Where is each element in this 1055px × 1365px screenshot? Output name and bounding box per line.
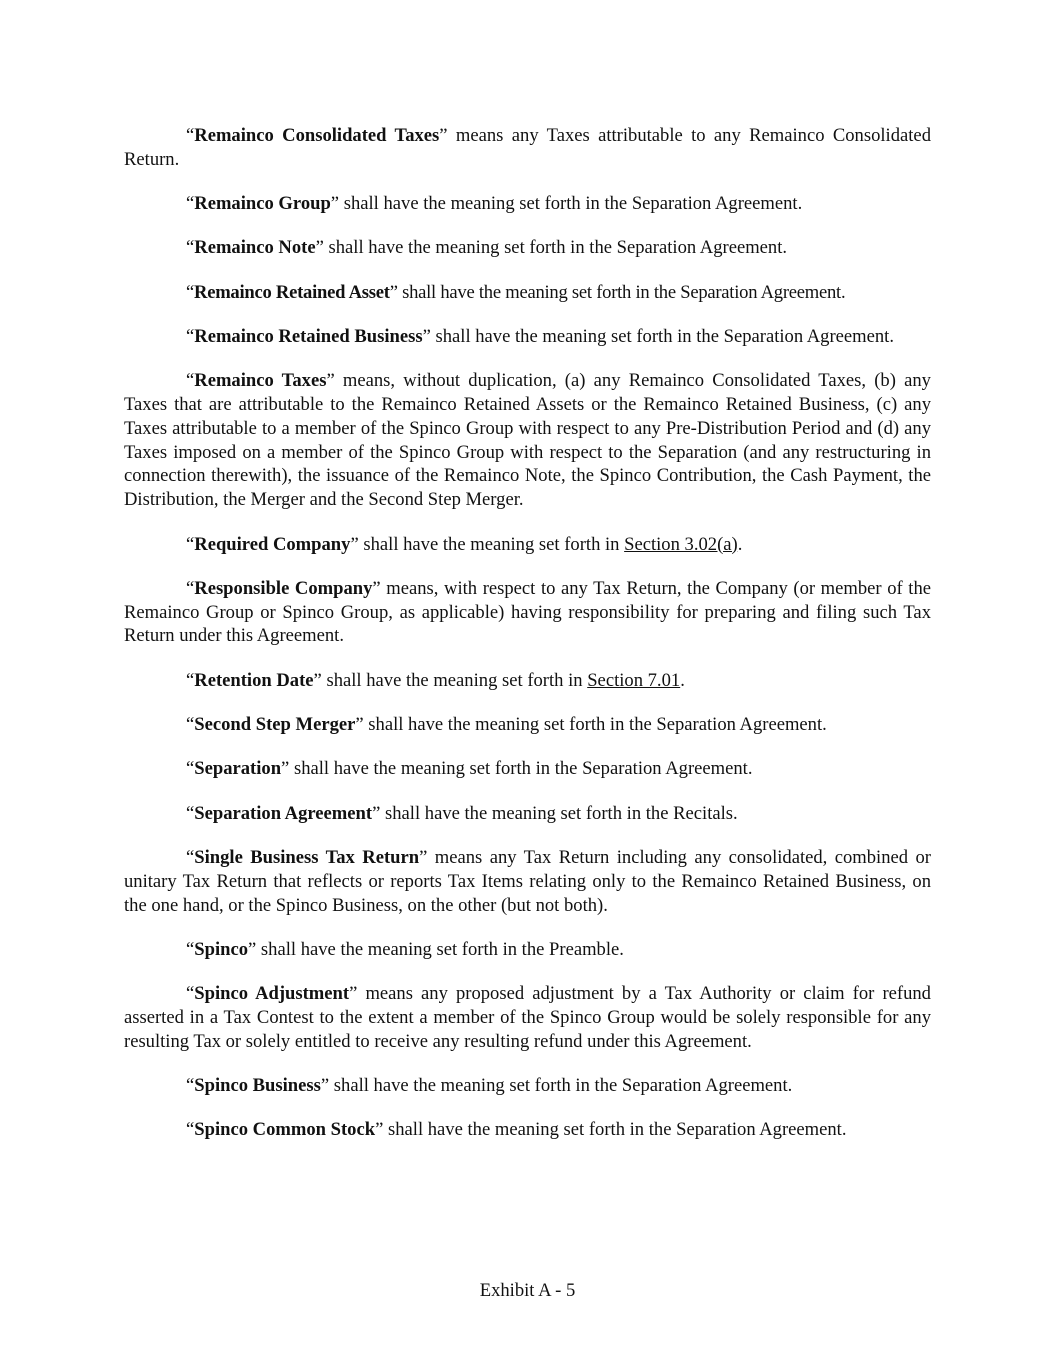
- defined-term: Retention Date: [194, 669, 314, 691]
- defined-term: Separation: [194, 758, 282, 780]
- defined-term: Spinco: [194, 938, 249, 960]
- definition-spinco: “Spinco” shall have the meaning set forth in the Preamble.: [186, 938, 624, 960]
- defined-term: Single Business Tax Return: [194, 846, 420, 868]
- definition-text: shall have the meaning set forth in the Separation Agreement.: [397, 281, 846, 303]
- definition-text: shall have the meaning set forth in the Separation Agreement.: [339, 193, 803, 215]
- defined-term: Remainco Retained Asset: [194, 281, 390, 303]
- definition-text: shall have the meaning set forth in the Separation Agreement.: [323, 237, 788, 259]
- definition-remainco-retained-asset: “Remainco Retained Asset” shall have the meaning set forth in the Separation Agreement.: [186, 281, 846, 303]
- definition-text: shall have the meaning set forth in the Separation Agreement.: [383, 1119, 847, 1141]
- definition-text: means any Taxes attributable to any Remainco Consolidated Return.: [124, 125, 931, 170]
- section-reference-link[interactable]: Section 3.02(a): [624, 533, 738, 555]
- definition-text: shall have the meaning set forth in the Recitals.: [380, 802, 738, 824]
- defined-term: Responsible Company: [194, 577, 373, 599]
- definition-second-step-merger: “Second Step Merger” shall have the meaning set forth in the Separation Agreement.: [186, 714, 827, 736]
- definition-spinco-adjustment: “Spinco Adjustment” means any proposed adjustment by a Tax Authority or claim for refund asserted in a Tax Contest to the extent a member of the Spinco Group would be solely responsible for any resulting Tax or solely entitled to receive any resulting refund under this Agreement.: [124, 983, 931, 1052]
- definition-retention-date: “Retention Date” shall have the meaning set forth in Section 7.01.: [186, 669, 685, 691]
- definition-text: shall have the meaning set forth in the Separation Agreement.: [329, 1075, 793, 1097]
- defined-term: Remainco Note: [194, 237, 316, 259]
- defined-term: Spinco Business: [194, 1075, 321, 1097]
- defined-term: Second Step Merger: [194, 714, 356, 736]
- definition-text: shall have the meaning set forth in: [358, 533, 625, 555]
- defined-term: Separation Agreement: [194, 802, 373, 824]
- defined-term: Remainco Consolidated Taxes: [194, 125, 440, 146]
- document-body: [124, 124, 931, 1163]
- definition-text: means, with respect to any Tax Return, the Company (or member of the Remainco Group or Spinco Group, as applicable) having responsibility for preparing and filing such Tax Return under this Agreement.: [124, 577, 931, 647]
- definition-text: means, without duplication, (a) any Remainco Consolidated Taxes, (b) any Taxes that are attributable to the Remainco Retained Assets or the Remainco Retained Business, (c) any Taxes attributable to a member of the Spinco Group with respect to any Pre-Distribution Period and (d) any Taxes imposed on a member of the Spinco Group with respect to the Separation (and any restructuring in connection therewith), the issuance of the Remainco Note, the Spinco Contribution, the Cash Payment, the Distribution, the Merger and the Second Step Merger.: [124, 370, 931, 511]
- definition-remainco-consolidated-taxes: “Remainco Consolidated Taxes” means any Taxes attributable to any Remainco Consolidated Return.: [124, 125, 931, 170]
- definition-text: shall have the meaning set forth in the Separation Agreement.: [363, 714, 827, 736]
- definition-text: shall have the meaning set forth in the Preamble.: [256, 938, 624, 960]
- definition-remainco-taxes: “Remainco Taxes” means, without duplication, (a) any Remainco Consolidated Taxes, (b) any Taxes that are attributable to the Remainco Retained Assets or the Remainco Retained Business, (c) any Taxes attributable to a member of the Spinco Group with respect to any Pre-Distribution Period and (d) any Taxes imposed on a member of the Spinco Group with respect to the Separation (and any restructuring in connection therewith), the issuance of the Remainco Note, the Spinco Contribution, the Cash Payment, the Distribution, the Merger and the Second Step Merger.: [124, 370, 931, 511]
- definition-text: means any Tax Return including any consolidated, combined or unitary Tax Return that reflects or reports Tax Items relating only to the Remainco Retained Business, on the one hand, or the Spinco Business, on the other (but not both).: [124, 846, 931, 916]
- definition-separation-agreement: “Separation Agreement” shall have the meaning set forth in the Recitals.: [186, 802, 738, 824]
- page-footer: Exhibit A - 5: [479, 1280, 576, 1301]
- definition-text: shall have the meaning set forth in the Separation Agreement.: [289, 758, 753, 780]
- defined-term: Spinco Adjustment: [194, 983, 350, 1005]
- definition-spinco-business: “Spinco Business” shall have the meaning set forth in the Separation Agreement.: [186, 1075, 793, 1097]
- definition-remainco-group: “Remainco Group” shall have the meaning set forth in the Separation Agreement.: [186, 193, 803, 215]
- section-reference-link[interactable]: Section 7.01: [587, 669, 681, 691]
- definition-text: means any proposed adjustment by a Tax Authority or claim for refund asserted in a Tax Contest to the extent a member of the Spinco Group would be solely responsible for any resulting Tax or solely entitled to receive any resulting refund under this Agreement.: [124, 983, 931, 1052]
- definition-responsible-company: “Responsible Company” means, with respect to any Tax Return, the Company (or member of the Remainco Group or Spinco Group, as applicable) having responsibility for preparing and filing such Tax Return under this Agreement.: [124, 577, 931, 647]
- definition-text: shall have the meaning set forth in: [321, 669, 588, 691]
- defined-term: Spinco Common Stock: [194, 1119, 376, 1141]
- defined-term: Remainco Taxes: [194, 370, 327, 392]
- definition-remainco-retained-business: “Remainco Retained Business” shall have the meaning set forth in the Separation Agreement.: [186, 325, 894, 347]
- defined-term: Required Company: [194, 533, 351, 555]
- defined-term: Remainco Retained Business: [194, 325, 423, 347]
- definition-separation: “Separation” shall have the meaning set forth in the Separation Agreement.: [186, 758, 753, 780]
- definition-remainco-note: “Remainco Note” shall have the meaning set forth in the Separation Agreement.: [186, 237, 788, 259]
- definition-text: shall have the meaning set forth in the Separation Agreement.: [430, 325, 894, 347]
- definition-required-company: “Required Company” shall have the meaning set forth in Section 3.02(a).: [186, 533, 743, 555]
- definition-single-business-tax-return: “Single Business Tax Return” means any Tax Return including any consolidated, combined or unitary Tax Return that reflects or reports Tax Items relating only to the Remainco Retained Business, on the one hand, or the Spinco Business, on the other (but not both).: [124, 846, 931, 916]
- definition-spinco-common-stock: “Spinco Common Stock” shall have the meaning set forth in the Separation Agreement.: [186, 1119, 847, 1141]
- defined-term: Remainco Group: [194, 193, 331, 215]
